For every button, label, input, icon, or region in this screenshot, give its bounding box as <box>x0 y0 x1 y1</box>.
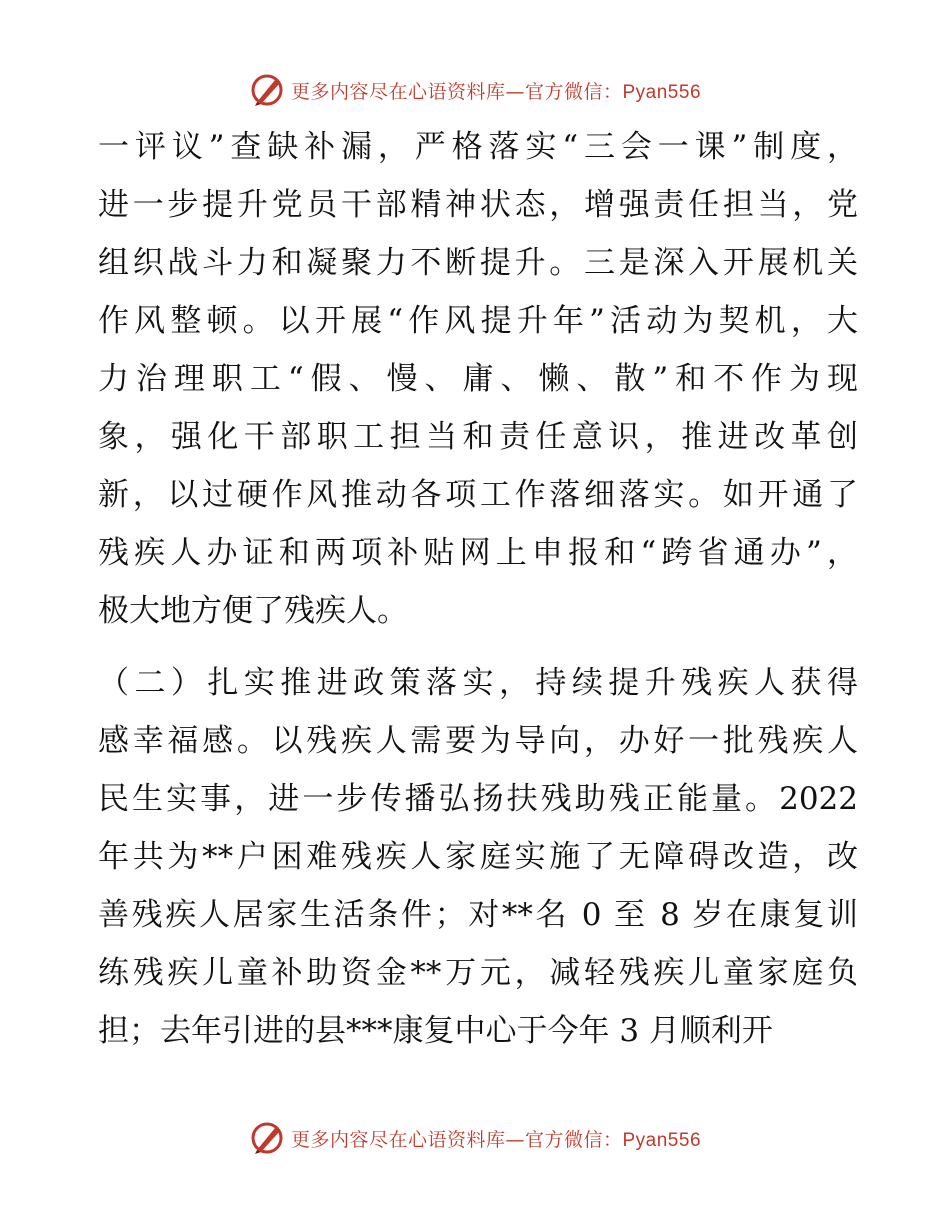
text-line: （二）扎实推进政策落实，持续提升残疾人获得 <box>98 665 858 701</box>
footer-banner <box>0 1118 950 1158</box>
text-line: 残疾人办证和两项补贴网上申报和“跨省通办”， <box>98 535 858 571</box>
text-line: 极大地方便了残疾人。 <box>98 593 408 629</box>
text-line: 担；去年引进的县***康复中心于今年 3 月顺利开 <box>98 1013 773 1049</box>
paragraph-2 <box>98 654 858 1060</box>
text-line: 力治理职工“假、慢、庸、懒、散”和不作为现 <box>98 361 858 397</box>
paragraph-1 <box>98 118 858 640</box>
text-line: 作风整顿。以开展“作风提升年”活动为契机，大 <box>98 303 858 339</box>
text-line: 进一步提升党员干部精神状态，增强责任担当，党 <box>98 187 858 223</box>
wechat-id: Pyan556 <box>622 1129 702 1151</box>
pen-logo-icon <box>249 1120 285 1156</box>
header-banner <box>0 70 950 110</box>
pen-logo-icon <box>249 72 285 108</box>
text-line: 组织战斗力和凝聚力不断提升。三是深入开展机关 <box>98 245 858 281</box>
text-line: 练残疾儿童补助资金**万元，减轻残疾儿童家庭负 <box>98 955 858 991</box>
text-line: 新，以过硬作风推动各项工作落细落实。如开通了 <box>98 477 858 513</box>
banner-text: 更多内容尽在心语资料库—官方微信：Pyan556 <box>290 80 702 103</box>
banner-text: 更多内容尽在心语资料库—官方微信：Pyan556 <box>290 1128 702 1151</box>
text-line: 象，强化干部职工担当和责任意识，推进改革创 <box>98 419 858 455</box>
wechat-id: Pyan556 <box>622 81 702 103</box>
document-body <box>98 118 858 1060</box>
text-line: 感幸福感。以残疾人需要为导向，办好一批残疾人 <box>98 723 858 759</box>
text-line: 年共为**户困难残疾人家庭实施了无障碍改造，改 <box>98 839 858 875</box>
text-line: 善残疾人居家生活条件；对**名 0 至 8 岁在康复训 <box>98 897 858 933</box>
text-line: 一评议”查缺补漏，严格落实“三会一课”制度， <box>98 129 858 165</box>
text-line: 民生实事，进一步传播弘扬扶残助残正能量。2022 <box>98 781 858 817</box>
